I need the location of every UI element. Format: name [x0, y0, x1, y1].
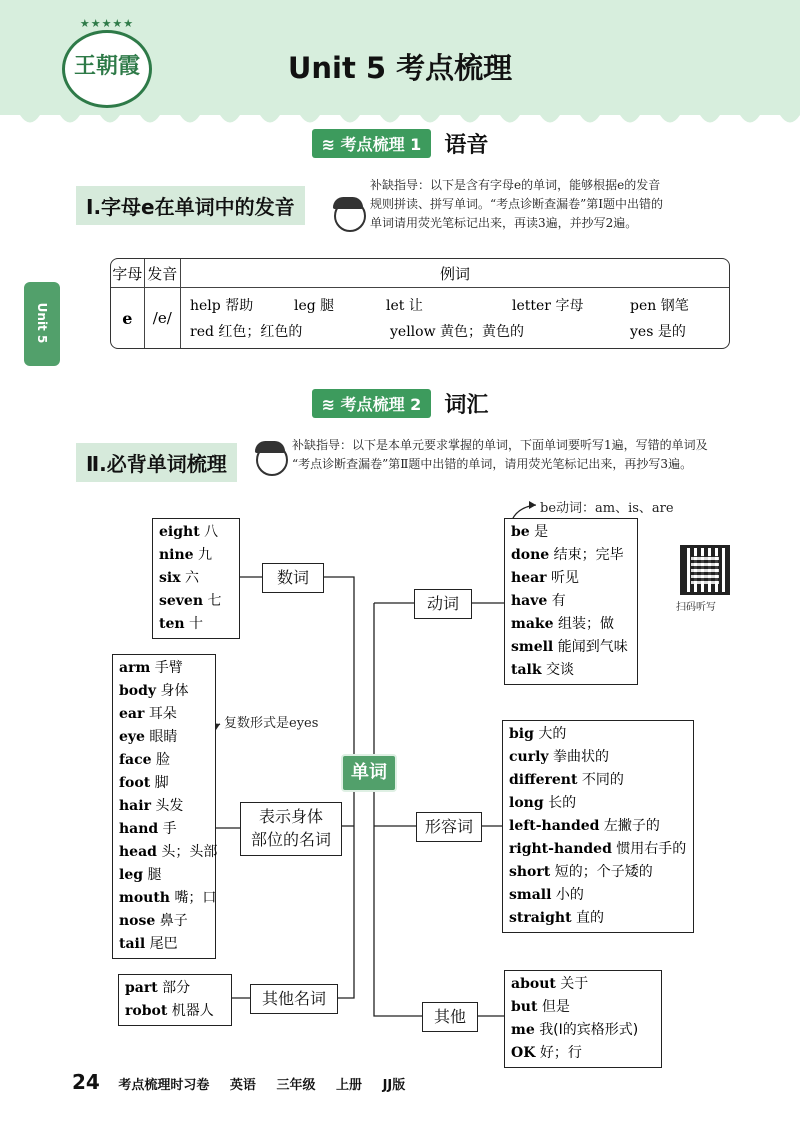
- word-zh: 十: [189, 616, 204, 632]
- word-entry: [119, 818, 209, 841]
- word-zh: 惯用右手的: [616, 841, 687, 857]
- word-zh: 九: [198, 547, 213, 563]
- word-en: about: [511, 976, 556, 992]
- word-en: body: [119, 683, 157, 699]
- footer-subject: 英语: [229, 1078, 256, 1093]
- word-zh: 嘴；口: [174, 890, 217, 906]
- word-entry: [159, 567, 233, 590]
- section1-guide-line: 单词请用荧光笔标记出来，再读3遍，并抄写2遍。: [370, 216, 638, 230]
- word-entry: [511, 590, 631, 613]
- node-body-parts-line: 表示身体: [258, 807, 323, 826]
- word-zh: 脚: [154, 775, 169, 791]
- example-word: let 让: [386, 298, 423, 314]
- side-tab-label: Unit 5: [35, 302, 49, 344]
- word-entry: [509, 907, 687, 930]
- logo-text: 王朝霞: [73, 53, 140, 79]
- word-entry: [511, 544, 631, 567]
- node-others: 其他: [422, 1002, 478, 1032]
- node-body-parts: [240, 802, 342, 856]
- word-en: but: [511, 999, 538, 1015]
- word-en: leg: [119, 867, 144, 883]
- word-zh: 大的: [538, 726, 567, 742]
- word-en: nose: [119, 913, 156, 929]
- word-entry: [509, 838, 687, 861]
- word-zh: 组装；做: [557, 616, 614, 632]
- word-entry: [119, 795, 209, 818]
- adjectives-word-box: [502, 720, 694, 933]
- example-word: letter 字母: [512, 298, 584, 314]
- word-entry: [511, 996, 655, 1019]
- numbers-word-box: [152, 518, 240, 639]
- word-zh: 我(I的宾格形式): [539, 1022, 639, 1038]
- section1-guide-line: 补缺指导：以下是含有字母e的单词，能够根据e的发音: [370, 178, 661, 192]
- section1-guide-line: 规则拼读、拼写单词。“考点诊断查漏卷”第Ⅰ题中出错的: [370, 197, 664, 211]
- word-entry: [511, 973, 655, 996]
- word-en: head: [119, 844, 157, 860]
- example-word: leg 腿: [294, 298, 335, 314]
- word-en: talk: [511, 662, 542, 678]
- word-entry: [509, 815, 687, 838]
- word-en: hand: [119, 821, 159, 837]
- word-en: hair: [119, 798, 151, 814]
- word-zh: 身体: [160, 683, 189, 699]
- section2-title: 词汇: [444, 393, 489, 418]
- word-entry: [119, 864, 209, 887]
- word-en: curly: [509, 749, 549, 765]
- word-en: OK: [511, 1045, 536, 1061]
- example-word: red 红色；红色的: [190, 324, 303, 340]
- word-en: short: [509, 864, 551, 880]
- word-entry: [509, 861, 687, 884]
- body-word-box: [112, 654, 216, 959]
- word-entry: [119, 933, 209, 956]
- page-number: 24: [72, 1070, 100, 1094]
- word-entry: [511, 613, 631, 636]
- qr-code-icon[interactable]: [680, 545, 730, 595]
- word-entry: [119, 749, 209, 772]
- word-entry: [125, 1000, 225, 1023]
- word-en: make: [511, 616, 554, 632]
- word-en: arm: [119, 660, 151, 676]
- logo-stars-icon: ★★★★★: [79, 17, 135, 30]
- word-en: ten: [159, 616, 185, 632]
- word-en: seven: [159, 593, 204, 609]
- word-entry: [119, 703, 209, 726]
- word-zh: 好；行: [539, 1045, 582, 1061]
- section1-badge: ≋ 考点梳理 1: [312, 129, 432, 158]
- table-header: 字母: [111, 259, 145, 288]
- word-entry: [125, 977, 225, 1000]
- word-zh: 机器人: [171, 1003, 214, 1019]
- word-zh: 不同的: [581, 772, 624, 788]
- footer-book: 考点梳理时习卷: [118, 1078, 210, 1093]
- word-entry: [119, 887, 217, 910]
- table-letter: e: [111, 288, 145, 348]
- word-zh: 长的: [548, 795, 577, 811]
- footer-volume: 上册: [336, 1078, 363, 1093]
- word-en: have: [511, 593, 548, 609]
- word-en: right-handed: [509, 841, 612, 857]
- word-entry: [511, 1019, 655, 1042]
- word-entry: [511, 659, 631, 682]
- node-other-nouns: 其他名词: [250, 984, 338, 1014]
- word-zh: 眼睛: [149, 729, 178, 745]
- other-nouns-word-box: [118, 974, 232, 1026]
- word-zh: 六: [185, 570, 199, 586]
- example-word: yes 是的: [630, 324, 686, 340]
- word-en: hear: [511, 570, 547, 586]
- word-zh: 结束；完毕: [553, 547, 624, 563]
- footer: [72, 1070, 421, 1094]
- word-en: big: [509, 726, 534, 742]
- word-en: foot: [119, 775, 151, 791]
- section1-title: 语音: [444, 133, 489, 158]
- node-adjectives: 形容词: [416, 812, 482, 842]
- table-header: 例词: [181, 259, 729, 288]
- word-en: me: [511, 1022, 535, 1038]
- table-header: 发音: [145, 259, 181, 288]
- word-en: ear: [119, 706, 145, 722]
- word-entry: [511, 521, 631, 544]
- word-entry: [119, 841, 218, 864]
- word-zh: 有: [551, 593, 566, 609]
- word-zh: 小的: [555, 887, 584, 903]
- section2-guide-line: “考点诊断查漏卷”第Ⅱ题中出错的单词，请用荧光笔标记出来，再抄写3遍。: [292, 457, 693, 471]
- word-zh: 七: [207, 593, 222, 609]
- word-zh: 短的；个子矮的: [554, 864, 653, 880]
- word-zh: 左撇子的: [603, 818, 660, 834]
- word-entry: [511, 1042, 655, 1065]
- example-word: yellow 黄色；黄色的: [390, 324, 525, 340]
- qr-label: 扫码听写: [676, 602, 716, 613]
- others-word-box: [504, 970, 662, 1068]
- word-zh: 头发: [155, 798, 184, 814]
- word-entry: [509, 884, 687, 907]
- node-verbs: 动词: [414, 589, 472, 619]
- verbs-word-box: [504, 518, 638, 685]
- word-en: smell: [511, 639, 554, 655]
- word-en: long: [509, 795, 544, 811]
- word-zh: 听见: [551, 570, 579, 586]
- word-zh: 拳曲状的: [553, 749, 609, 765]
- word-zh: 八: [204, 524, 219, 540]
- section2-heading: Ⅱ.必背单词梳理: [76, 443, 237, 482]
- section2-guide-line: 补缺指导：以下是本单元要求掌握的单词，下面单词要听写1遍，写错的单词及: [292, 438, 708, 452]
- word-en: small: [509, 887, 552, 903]
- word-en: eye: [119, 729, 145, 745]
- word-en: robot: [125, 1003, 168, 1019]
- word-en: straight: [509, 910, 572, 926]
- word-zh: 交谈: [546, 662, 575, 678]
- word-entry: [119, 680, 209, 703]
- be-verb-note: be动词：am、is、are: [540, 501, 674, 516]
- node-body-parts-line: 部位的名词: [250, 830, 331, 849]
- word-entry: [119, 657, 209, 680]
- node-numbers: 数词: [262, 563, 324, 593]
- word-en: face: [119, 752, 152, 768]
- word-en: mouth: [119, 890, 170, 906]
- word-entry: [159, 544, 233, 567]
- section2-badge: ≋ 考点梳理 2: [312, 389, 432, 418]
- word-zh: 头；头部: [161, 844, 218, 860]
- word-zh: 耳朵: [148, 706, 177, 722]
- example-word: pen 钢笔: [630, 298, 689, 314]
- word-zh: 脸: [155, 752, 170, 768]
- section1-heading: Ⅰ.字母e在单词中的发音: [76, 186, 305, 225]
- word-entry: [509, 769, 687, 792]
- table-sound: /e/: [145, 288, 181, 348]
- word-en: six: [159, 570, 181, 586]
- word-en: part: [125, 980, 158, 996]
- word-en: be: [511, 524, 530, 540]
- example-word: help 帮助: [190, 298, 254, 314]
- word-zh: 是: [534, 524, 549, 540]
- word-zh: 但是: [541, 999, 570, 1015]
- word-zh: 尾巴: [149, 936, 178, 952]
- plural-note: 复数形式是eyes: [224, 716, 319, 731]
- word-zh: 手臂: [154, 660, 183, 676]
- word-entry: [159, 521, 233, 544]
- section1-badge-label: 考点梳理 1: [340, 135, 422, 154]
- word-entry: [511, 636, 631, 659]
- footer-grade: 三年级: [276, 1078, 316, 1093]
- word-en: done: [511, 547, 550, 563]
- word-zh: 腿: [147, 867, 162, 883]
- word-entry: [509, 792, 687, 815]
- word-zh: 手: [162, 821, 177, 837]
- word-en: left-handed: [509, 818, 600, 834]
- node-center-words: 单词: [341, 754, 397, 792]
- word-entry: [119, 726, 209, 749]
- word-zh: 能闻到气味: [557, 639, 628, 655]
- word-zh: 鼻子: [159, 913, 188, 929]
- word-entry: [119, 772, 209, 795]
- word-zh: 部分: [162, 980, 191, 996]
- footer-edition: JJ版: [382, 1078, 406, 1093]
- word-zh: 关于: [560, 976, 589, 992]
- word-en: tail: [119, 936, 146, 952]
- word-entry: [511, 567, 631, 590]
- word-entry: [159, 590, 233, 613]
- page-title: Unit 5 考点梳理: [287, 51, 513, 85]
- section2-badge-label: 考点梳理 2: [340, 395, 422, 414]
- word-entry: [509, 746, 687, 769]
- word-entry: [509, 723, 687, 746]
- word-entry: [159, 613, 233, 636]
- word-entry: [119, 910, 209, 933]
- word-en: eight: [159, 524, 200, 540]
- word-en: nine: [159, 547, 194, 563]
- word-zh: 直的: [576, 910, 605, 926]
- word-en: different: [509, 772, 578, 788]
